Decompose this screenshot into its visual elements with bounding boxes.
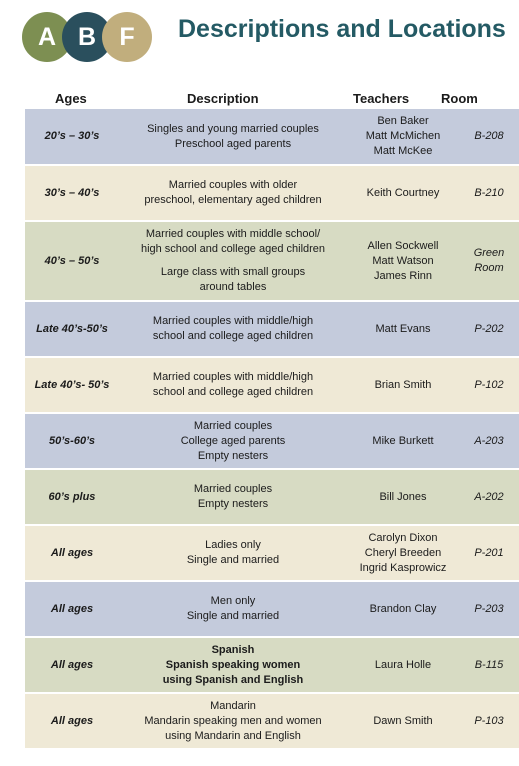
column-header-description: Description bbox=[187, 91, 259, 106]
description-line: Spanish bbox=[211, 643, 255, 656]
description-cell bbox=[119, 693, 347, 749]
table-row bbox=[25, 221, 519, 301]
age-cell: All ages bbox=[50, 714, 94, 727]
teachers-cell bbox=[347, 221, 459, 301]
teachers-cell bbox=[347, 581, 459, 637]
age-cell: 60’s plus bbox=[48, 490, 96, 503]
teacher-name: Keith Courtney bbox=[366, 186, 440, 199]
room-cell bbox=[459, 413, 519, 469]
description-line: high school and college aged children bbox=[140, 243, 326, 255]
teachers-cell bbox=[347, 693, 459, 749]
description-cell bbox=[119, 301, 347, 357]
room-cell bbox=[459, 469, 519, 525]
class-table bbox=[25, 109, 519, 750]
age-cell: 40’s – 50’s bbox=[44, 254, 100, 267]
description-line: around tables bbox=[199, 281, 267, 293]
description-line: Empty nesters bbox=[197, 498, 269, 510]
teacher-name: James Rinn bbox=[373, 269, 433, 282]
room-text: P-201 bbox=[474, 546, 504, 559]
description-line: Preschool aged parents bbox=[174, 137, 292, 150]
age-cell: All ages bbox=[50, 602, 94, 615]
description-line: school and college aged children bbox=[152, 330, 314, 342]
teacher-name: Brandon Clay bbox=[369, 602, 437, 615]
teachers-cell bbox=[347, 525, 459, 581]
description-line: Mandarin speaking men and women bbox=[144, 714, 322, 727]
room-cell bbox=[459, 525, 519, 581]
logo-circle-f: F bbox=[102, 12, 152, 62]
age-cell: 30’s – 40’s bbox=[44, 186, 100, 199]
description-line: College aged parents bbox=[180, 434, 286, 447]
age-cell: 20’s – 30’s bbox=[44, 130, 100, 142]
age-cell: Late 40’s-50’s bbox=[36, 322, 108, 335]
room-cell bbox=[459, 693, 519, 749]
room-text: B-210 bbox=[474, 186, 504, 199]
age-cell: All ages bbox=[50, 546, 94, 559]
description-line: Ladies only bbox=[205, 539, 261, 551]
room-text: A-202 bbox=[474, 490, 504, 503]
column-header-teachers: Teachers bbox=[353, 91, 410, 106]
room-text: B-208 bbox=[474, 130, 504, 142]
teacher-name: Dawn Smith bbox=[373, 714, 433, 727]
description-cell bbox=[119, 637, 347, 693]
table-row bbox=[25, 301, 519, 357]
room-cell bbox=[459, 109, 519, 165]
age-cell: 50’s-60’s bbox=[48, 434, 96, 447]
description-line: using Spanish and English bbox=[162, 673, 304, 686]
teachers-cell bbox=[347, 357, 459, 413]
teacher-name: Cheryl Breeden bbox=[364, 546, 442, 559]
room-text: Green bbox=[473, 247, 505, 259]
teachers-cell bbox=[347, 637, 459, 693]
description-line: Men only bbox=[210, 595, 256, 607]
table-row bbox=[25, 165, 519, 221]
teachers-cell bbox=[347, 413, 459, 469]
teacher-name: Mike Burkett bbox=[372, 434, 434, 447]
description-line: Married couples bbox=[193, 419, 273, 432]
description-line: Spanish speaking women bbox=[165, 658, 301, 671]
table-row bbox=[25, 581, 519, 637]
teacher-name: Allen Sockwell bbox=[367, 239, 439, 252]
teacher-name: Ben Baker bbox=[377, 115, 429, 127]
room-text: A-203 bbox=[474, 434, 504, 447]
teacher-name: Matt McKee bbox=[373, 145, 433, 157]
description-line: Single and married bbox=[186, 610, 280, 622]
description-cell bbox=[119, 413, 347, 469]
page-title: Descriptions and Locations bbox=[178, 15, 506, 43]
description-line: Married couples with older bbox=[168, 179, 298, 191]
description-line: Married couples with middle/high bbox=[152, 315, 314, 327]
teacher-name: Matt McMichen bbox=[365, 130, 441, 142]
room-cell bbox=[459, 357, 519, 413]
room-text: B-115 bbox=[474, 658, 504, 671]
header bbox=[0, 0, 506, 80]
description-line: Married couples bbox=[193, 483, 273, 495]
teacher-name: Matt Evans bbox=[375, 322, 431, 335]
table-row bbox=[25, 525, 519, 581]
teacher-name: Bill Jones bbox=[379, 490, 427, 503]
table-row bbox=[25, 693, 519, 749]
room-text: Room bbox=[474, 262, 504, 274]
age-cell: Late 40’s- 50’s bbox=[34, 378, 110, 391]
table-row bbox=[25, 469, 519, 525]
description-line: Large class with small groups bbox=[160, 266, 306, 278]
room-text: P-102 bbox=[474, 378, 504, 391]
description-cell bbox=[119, 109, 347, 165]
room-cell bbox=[459, 637, 519, 693]
room-cell bbox=[459, 581, 519, 637]
teacher-name: Matt Watson bbox=[372, 254, 434, 267]
room-text: P-103 bbox=[474, 714, 504, 727]
description-line: Empty nesters bbox=[197, 449, 269, 462]
description-cell bbox=[119, 469, 347, 525]
teachers-cell bbox=[347, 109, 459, 165]
column-header-room: Room bbox=[441, 91, 478, 106]
column-header-ages: Ages bbox=[55, 91, 87, 106]
table-row bbox=[25, 637, 519, 693]
logo-circle-b: B bbox=[62, 12, 112, 62]
description-line: preschool, elementary aged children bbox=[144, 194, 322, 206]
table-row bbox=[25, 413, 519, 469]
teacher-name: Ingrid Kasprowicz bbox=[359, 561, 447, 574]
room-cell bbox=[459, 301, 519, 357]
description-cell bbox=[119, 525, 347, 581]
teachers-cell bbox=[347, 301, 459, 357]
description-line: Mandarin bbox=[210, 699, 256, 712]
description-line: Married couples with middle/high bbox=[152, 371, 314, 383]
room-text: P-202 bbox=[474, 322, 504, 335]
abf-logo bbox=[22, 12, 162, 62]
description-line: using Mandarin and English bbox=[165, 729, 301, 742]
age-cell: All ages bbox=[50, 658, 94, 671]
description-cell bbox=[119, 221, 347, 301]
table-row bbox=[25, 357, 519, 413]
description-cell bbox=[119, 581, 347, 637]
description-line: Single and married bbox=[186, 554, 280, 566]
description-cell bbox=[119, 165, 347, 221]
room-text: P-203 bbox=[474, 602, 504, 615]
logo-circle-a: A bbox=[22, 12, 72, 62]
table-row bbox=[25, 109, 519, 165]
teachers-cell bbox=[347, 469, 459, 525]
description-line: Singles and young married couples bbox=[147, 122, 319, 135]
description-cell bbox=[119, 357, 347, 413]
teacher-name: Laura Holle bbox=[374, 658, 432, 671]
room-cell bbox=[459, 165, 519, 221]
teachers-cell bbox=[347, 165, 459, 221]
teacher-name: Carolyn Dixon bbox=[368, 531, 438, 544]
teacher-name: Brian Smith bbox=[374, 378, 432, 391]
description-line: Married couples with middle school/ bbox=[145, 228, 321, 240]
room-cell bbox=[459, 221, 519, 301]
description-line: school and college aged children bbox=[152, 386, 314, 398]
